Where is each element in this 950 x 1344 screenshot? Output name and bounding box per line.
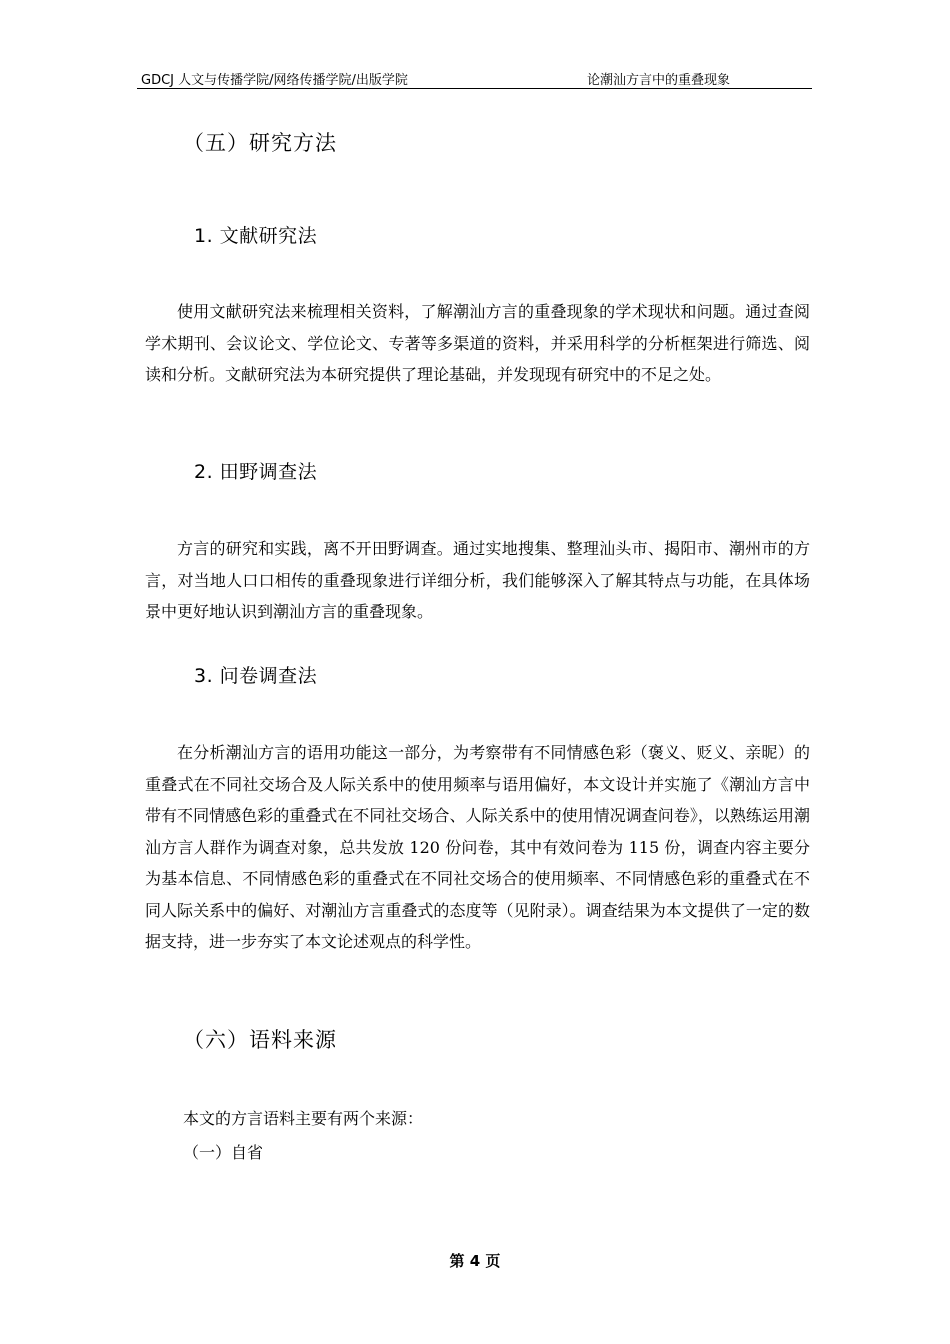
subheading-field-survey: 2. 田野调查法 bbox=[194, 461, 318, 483]
paragraph-literature-research: 使用文献研究法来梳理相关资料，了解潮汕方言的重叠现象的学术现状和问题。通过查阅学术期刊、会议论文、学位论文、专著等多渠道的资料，并采用科学的分析框架进行筛选、阅读和分析。文献研究法为本研究提供了理论基础，并发现现有研究中的不足之处。 bbox=[145, 302, 810, 384]
paragraph-field-survey: 方言的研究和实践，离不开田野调查。通过实地搜集、整理汕头市、揭阳市、潮州市的方言，对当地人口口相传的重叠现象进行详细分析，我们能够深入了解其特点与功能，在具体场景中更好地认识到潮汕方言的重叠现象。 bbox=[145, 539, 810, 621]
paragraph-corpus-intro: 本文的方言语料主要有两个来源： bbox=[183, 1109, 424, 1128]
paragraph-questionnaire: 在分析潮汕方言的语用功能这一部分，为考察带有不同情感色彩（褒义、贬义、亲昵）的重叠式在不同社交场合及人际关系中的使用频率与语用偏好，本文设计并实施了《潮汕方言中带有不同情感色彩的重叠式在不同社交场合、人际关系中的使用情况调查问卷》，以熟练运用潮汕方言人群作为调查对象，总共发放 120 份问卷，其中有效问卷为 115 份，调查内容主要分为基本信息、不同情感色彩的重叠式在不同社交场合的使用频率、不同情感色彩的重叠式在不同人际关系中的偏好、对潮汕方言重叠式的态度等（见附录）。调查结果为本文提供了一定的数据支持，进一步夯实了本文论述观点的科学性。 bbox=[145, 743, 810, 951]
subheading-literature-research: 1. 文献研究法 bbox=[194, 225, 318, 247]
list-item-introspection: （一）自省 bbox=[183, 1143, 264, 1162]
header-paper-title: 论潮汕方言中的重叠现象 bbox=[587, 73, 731, 88]
section-heading-corpus-source: （六）语料来源 bbox=[183, 1028, 337, 1052]
page-number: 第 4 页 bbox=[449, 1252, 501, 1270]
header-institution: GDCJ 人文与传播学院/网络传播学院/出版学院 bbox=[141, 73, 408, 88]
section-heading-research-methods: （五）研究方法 bbox=[183, 131, 337, 155]
page-header bbox=[137, 66, 812, 89]
subheading-questionnaire: 3. 问卷调查法 bbox=[194, 665, 318, 687]
